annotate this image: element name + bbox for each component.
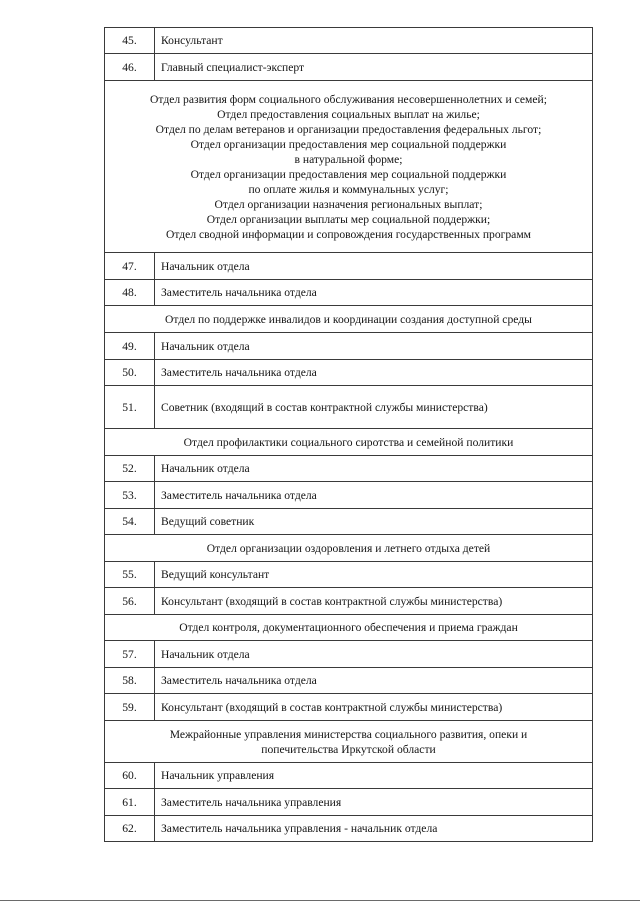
row-number: 62. bbox=[105, 816, 155, 842]
position-title: Начальник отдела bbox=[155, 253, 593, 280]
department-heading-line: Отдел организации назначения региональных выплат; bbox=[214, 197, 483, 211]
table-row bbox=[105, 668, 593, 694]
table-row bbox=[105, 360, 593, 386]
row-number: 51. bbox=[105, 386, 155, 429]
section-header-row bbox=[105, 81, 593, 253]
position-title: Заместитель начальника отдела bbox=[155, 482, 593, 509]
row-number: 52. bbox=[105, 456, 155, 482]
row-number: 46. bbox=[105, 54, 155, 81]
position-title: Консультант (входящий в состав контрактной службы министерства) bbox=[155, 694, 593, 721]
department-heading bbox=[105, 615, 593, 641]
position-title: Консультант bbox=[155, 28, 593, 54]
row-number: 57. bbox=[105, 641, 155, 668]
position-title: Ведущий консультант bbox=[155, 562, 593, 588]
positions-table-body bbox=[105, 28, 593, 842]
table-row bbox=[105, 253, 593, 280]
department-heading-line: Отдел организации предоставления мер социальной поддержки bbox=[190, 137, 507, 151]
section-header-row bbox=[105, 306, 593, 333]
department-heading-line: Отдел организации оздоровления и летнего отдыха детей bbox=[206, 541, 491, 555]
department-heading-line: Отдел сводной информации и сопровождения государственных программ bbox=[166, 227, 531, 241]
row-number: 53. bbox=[105, 482, 155, 509]
department-heading-line: по оплате жилья и коммунальных услуг; bbox=[248, 182, 449, 196]
table-row bbox=[105, 641, 593, 668]
department-heading-line: Отдел развития форм социального обслуживания несовершеннолетних и семей; bbox=[150, 92, 547, 106]
row-number: 58. bbox=[105, 668, 155, 694]
table-row bbox=[105, 588, 593, 615]
department-heading-line: Отдел по поддержке инвалидов и координации создания доступной среды bbox=[165, 312, 532, 326]
row-number: 47. bbox=[105, 253, 155, 280]
table-row bbox=[105, 54, 593, 81]
row-number: 48. bbox=[105, 280, 155, 306]
table-row bbox=[105, 386, 593, 429]
section-header-row bbox=[105, 535, 593, 562]
department-heading-line: в натуральной форме; bbox=[294, 152, 403, 166]
department-heading bbox=[105, 535, 593, 562]
department-heading-line: Отдел профилактики социального сиротства и семейной политики bbox=[183, 435, 514, 449]
row-number: 59. bbox=[105, 694, 155, 721]
table-row bbox=[105, 280, 593, 306]
department-heading bbox=[105, 306, 593, 333]
department-heading bbox=[105, 81, 593, 253]
department-heading-line: Отдел предоставления социальных выплат на жилье; bbox=[217, 107, 480, 121]
position-title: Начальник отдела bbox=[155, 456, 593, 482]
department-heading-line: Отдел контроля, документационного обеспечения и приема граждан bbox=[179, 621, 518, 634]
position-title: Советник (входящий в состав контрактной службы министерства) bbox=[155, 386, 593, 429]
row-number: 45. bbox=[105, 28, 155, 54]
position-title: Главный специалист-эксперт bbox=[155, 54, 593, 81]
table-row bbox=[105, 333, 593, 360]
position-title: Начальник отдела bbox=[155, 333, 593, 360]
row-number: 55. bbox=[105, 562, 155, 588]
row-number: 60. bbox=[105, 763, 155, 789]
table-row bbox=[105, 763, 593, 789]
row-number: 49. bbox=[105, 333, 155, 360]
table-row bbox=[105, 816, 593, 842]
table-row bbox=[105, 482, 593, 509]
table-row bbox=[105, 789, 593, 816]
position-title: Заместитель начальника отдела bbox=[155, 668, 593, 694]
department-heading-line: Отдел организации выплаты мер социальной поддержки; bbox=[206, 212, 491, 226]
table-row bbox=[105, 456, 593, 482]
position-title: Заместитель начальника отдела bbox=[155, 280, 593, 306]
table-row bbox=[105, 694, 593, 721]
row-number: 56. bbox=[105, 588, 155, 615]
positions-table bbox=[104, 27, 593, 842]
section-header-row bbox=[105, 721, 593, 763]
section-header-row bbox=[105, 429, 593, 456]
position-title: Начальник управления bbox=[155, 763, 593, 789]
row-number: 50. bbox=[105, 360, 155, 386]
department-heading-line: попечительства Иркутской области bbox=[261, 742, 436, 756]
row-number: 61. bbox=[105, 789, 155, 816]
table-row bbox=[105, 562, 593, 588]
position-title: Ведущий советник bbox=[155, 509, 593, 535]
department-heading bbox=[105, 429, 593, 456]
row-number: 54. bbox=[105, 509, 155, 535]
department-heading-line: Отдел организации предоставления мер социальной поддержки bbox=[190, 167, 507, 181]
department-heading-line: Межрайонные управления министерства социального развития, опеки и bbox=[169, 727, 528, 741]
position-title: Заместитель начальника отдела bbox=[155, 360, 593, 386]
department-heading bbox=[105, 721, 593, 763]
footer-rule bbox=[0, 900, 640, 901]
table-row bbox=[105, 28, 593, 54]
table-row bbox=[105, 509, 593, 535]
section-header-row bbox=[105, 615, 593, 641]
department-heading-line: Отдел по делам ветеранов и организации предоставления федеральных льгот; bbox=[155, 122, 542, 136]
position-title: Заместитель начальника управления - начальник отдела bbox=[155, 816, 593, 842]
position-title: Начальник отдела bbox=[155, 641, 593, 668]
position-title: Заместитель начальника управления bbox=[155, 789, 593, 816]
position-title: Консультант (входящий в состав контрактной службы министерства) bbox=[155, 588, 593, 615]
